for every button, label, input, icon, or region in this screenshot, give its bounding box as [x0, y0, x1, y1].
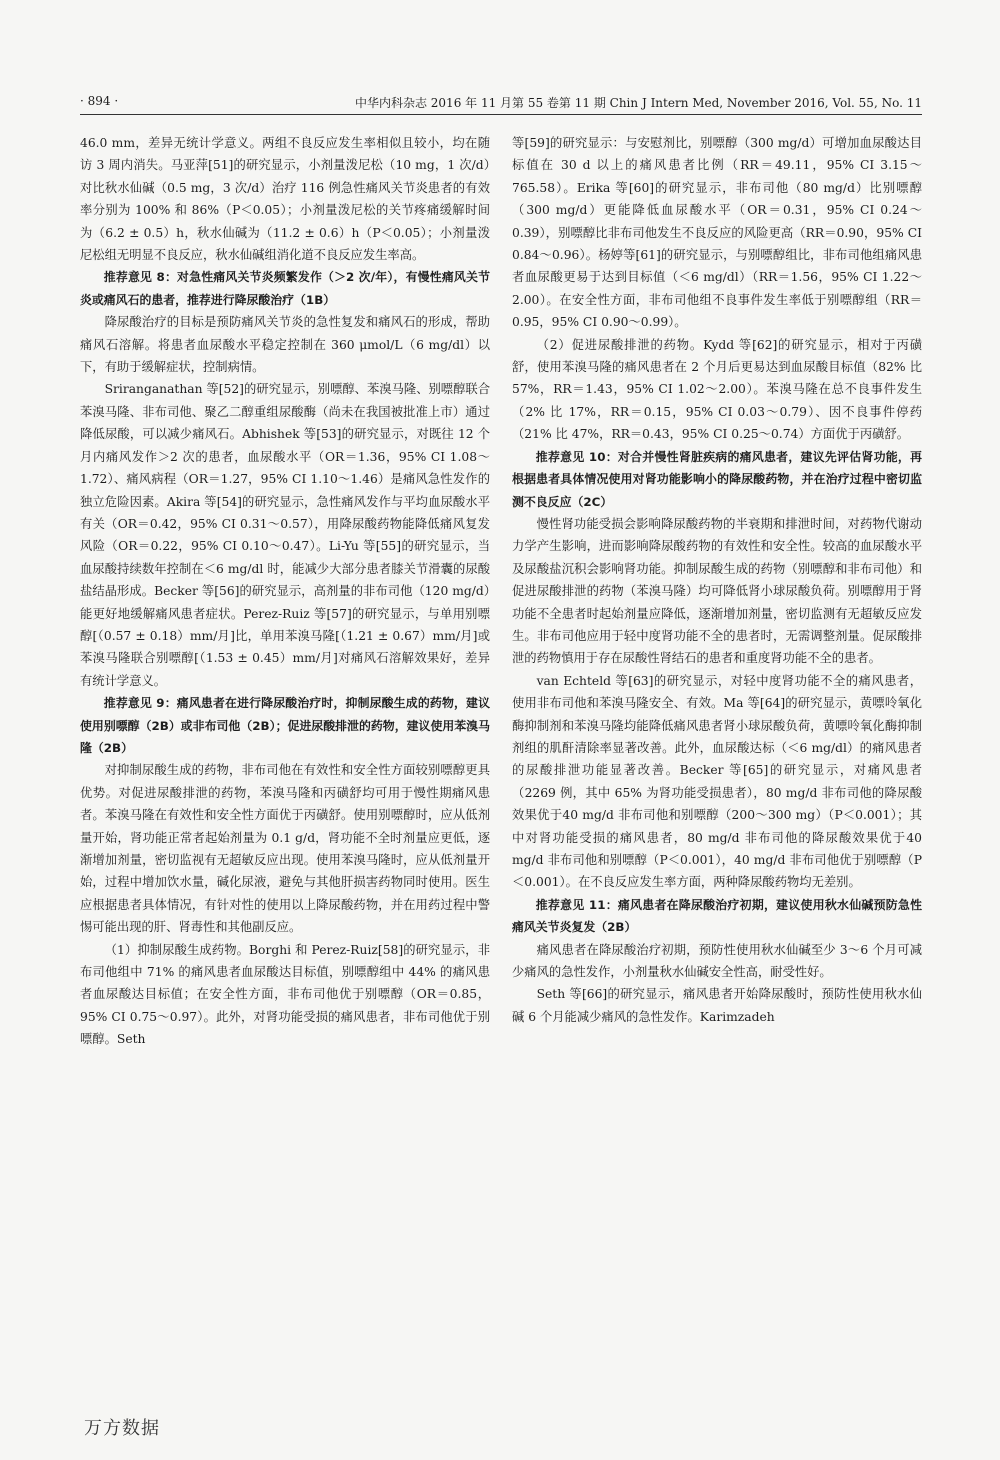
running-header [80, 92, 922, 115]
recommendation-heading: 推荐意见 11：痛风患者在降尿酸治疗初期，建议使用秋水仙碱预防急性痛风关节炎复发（2B） [512, 897, 922, 935]
recommendation-heading: 推荐意见 8：对急性痛风关节炎频繁发作（＞2 次/年），有慢性痛风关节炎或痛风石的患者，推荐进行降尿酸治疗（1B） [80, 270, 490, 307]
recommendation-heading: 推荐意见 9：痛风患者在进行降尿酸治疗时，抑制尿酸生成的药物，建议使用别嘌醇（2B）或非布司他（2B）；促进尿酸排泄的药物，建议使用苯溴马隆（2B） [80, 696, 490, 755]
journal-citation: 中华内科杂志 2016 年 11 月第 55 卷第 11 期 Chin J Intern Med, November 2016, Vol. 55, No. 11 [354, 96, 922, 110]
body-paragraph: van Echteld 等[63]的研究显示，对轻中度肾功能不全的痛风患者，使用非布司他和苯溴马隆安全、有效。Ma 等[64]的研究显示，黄嘌呤氧化酶抑制剂和苯溴马隆均能降低痛风患者肾小球尿酸负荷，黄嘌呤氧化酶抑制剂组的肌酐清除率显著改善。此外，血尿酸达标（＜6 mg/dl）的痛风患者的尿酸排泄功能显著改善。Becker 等[65]的研究显示，对痛风患者（2269 例，其中 65% 为肾功能受损患者），80 mg/d 非布司他的降尿酸效果优于40 mg/d 非布司他和别嘌醇（200～300 mg）（P＜0.001）；其中对肾功能受损的痛风患者，80 mg/d 非布司他的降尿酸效果优于40 mg/d 非布司他和别嘌醇（P＜0.001），40 mg/d 非布司他优于别嘌醇（P＜0.001）。在不良反应发生率方面，两种降尿酸药物均无差别。 [512, 673, 922, 890]
body-paragraph: 46.0 mm，差异无统计学意义。两组不良反应发生率相似且较小，均在随访 3 周内消失。马亚萍[51]的研究显示，小剂量泼尼松（10 mg，1 次/d）对比秋水仙碱（0.5 mg，3 次/d）治疗 116 例急性痛风关节炎患者的有效率分别为 100% 和 86%（P＜0.05）；小剂量泼尼松的关节疼痛缓解时间为（6.2 ± 0.5）h，秋水仙碱为（11.2 ± 0.6）h（P＜0.05）；小剂量泼尼松组无明显不良反应，秋水仙碱组消化道不良反应发生率高。 [80, 136, 490, 263]
body-paragraph: 对抑制尿酸生成的药物，非布司他在有效性和安全性方面较别嘌醇更具优势。对促进尿酸排泄的药物，苯溴马隆和丙磺舒均可用于慢性期痛风患者。苯溴马隆在有效性和安全性方面优于丙磺舒。使用别嘌醇时，应从低剂量开始，肾功能正常者起始剂量为 0.1 g/d，肾功能不全时剂量应更低，逐渐增加剂量，密切监视有无超敏反应出现。使用苯溴马隆时，应从低剂量开始，过程中增加饮水量，碱化尿液，避免与其他肝损害药物同时使用。医生应根据患者具体情况，有针对性的使用以上降尿酸药物，并在用药过程中警惕可能出现的肝、肾毒性和其他副反应。 [80, 763, 490, 935]
body-paragraph: （2）促进尿酸排泄的药物。Kydd 等[62]的研究显示，相对于丙磺舒，使用苯溴马隆的痛风患者在 2 个月后更易达到血尿酸目标值（82% 比 57%，RR＝1.43，95% CI 1.02～2.00）。苯溴马隆在总不良事件发生（2% 比 17%，RR＝0.15，95% CI 0.03～0.79）、因不良事件停药（21% 比 47%，RR＝0.43，95% CI 0.25～0.74）方面优于丙磺舒。 [512, 337, 922, 442]
body-paragraph: 等[59]的研究显示：与安慰剂比，别嘌醇（300 mg/d）可增加血尿酸达目标值在 30 d 以上的痛风患者比例（RR＝49.11，95% CI 3.15～765.58）。Erika 等[60]的研究显示，非布司他（80 mg/d）比别嘌醇（300 mg/d）更能降低血尿酸水平（OR＝0.31，95% CI 0.24～0.39），别嘌醇比非布司他发生不良反应的风险更高（RR＝0.90，95% CI 0.84～0.96）。杨婷等[61]的研究显示，与别嘌醇组比，非布司他组痛风患者血尿酸更易于达到目标值（＜6 mg/dl）（RR＝1.56，95% CI 1.22～2.00）。在安全性方面，非布司他组不良事件发生率低于别嘌醇组（RR＝0.95，95% CI 0.90～0.99）。 [512, 136, 922, 330]
page-number: · 894 · [80, 94, 119, 108]
right-column [512, 132, 922, 1028]
body-paragraph: Sriranganathan 等[52]的研究显示，别嘌醇、苯溴马隆、别嘌醇联合苯溴马隆、非布司他、聚乙二醇重组尿酸酶（尚未在我国被批准上市）通过降低尿酸，可以减少痛风石。Abhishek 等[53]的研究显示，对既往 12 个月内痛风发作＞2 次的患者，血尿酸水平（OR＝1.36，95% CI 1.08～1.72）、痛风病程（OR＝1.27，95% CI 1.10～1.46）是痛风急性发作的独立危险因素。Akira 等[54]的研究显示，急性痛风发作与平均血尿酸水平有关（OR＝0.42，95% CI 0.31～0.57），用降尿酸药物能降低痛风复发风险（OR＝0.22，95% CI 0.10～0.47）。Li-Yu 等[55]的研究显示，当血尿酸持续数年控制在＜6 mg/dl 时，能减少大部分患者膝关节滑囊的尿酸盐结晶形成。Becker 等[56]的研究显示，高剂量的非布司他（120 mg/d）能更好地缓解痛风患者症状。Perez-Ruiz 等[57]的研究显示，与单用别嘌醇[（0.57 ± 0.18）mm/月]比，单用苯溴马隆[（1.21 ± 0.67）mm/月]或苯溴马隆联合别嘌醇[（1.53 ± 0.45）mm/月]对痛风石溶解效果好，差异有统计学意义。 [80, 382, 490, 688]
body-paragraph: 慢性肾功能受损会影响降尿酸药物的半衰期和排泄时间，对药物代谢动力学产生影响，进而影响降尿酸药物的有效性和安全性。较高的血尿酸水平及尿酸盐沉积会影响肾功能。抑制尿酸生成的药物（别嘌醇和非布司他）和促进尿酸排泄的药物（苯溴马隆）均可降低肾小球尿酸负荷。别嘌醇用于肾功能不全患者时起始剂量应降低，逐渐增加剂量，密切监测有无超敏反应发生。非布司他应用于轻中度肾功能不全的患者时，无需调整剂量。促尿酸排泄的药物慎用于存在尿酸性肾结石的患者和重度肾功能不全的患者。 [512, 516, 922, 666]
recommendation-heading: 推荐意见 10：对合并慢性肾脏疾病的痛风患者，建议先评估肾功能，再根据患者具体情况使用对肾功能影响小的降尿酸药物，并在治疗过程中密切监测不良反应（2C） [512, 449, 922, 509]
body-paragraph: 痛风患者在降尿酸治疗初期，预防性使用秋水仙碱至少 3～6 个月可减少痛风的急性发作，小剂量秋水仙碱安全性高，耐受性好。 [512, 942, 922, 980]
watermark: 万方数据 [84, 1418, 160, 1439]
left-column [80, 132, 490, 1051]
body-paragraph: 降尿酸治疗的目标是预防痛风关节炎的急性复发和痛风石的形成，帮助痛风石溶解。将患者血尿酸水平稳定控制在 360 μmol/L（6 mg/dl）以下，有助于缓解症状，控制病情。 [80, 315, 490, 375]
body-paragraph: Seth 等[66]的研究显示，痛风患者开始降尿酸时，预防性使用秋水仙碱 6 个月能减少痛风的急性发作。Karimzadeh [512, 987, 922, 1024]
body-paragraph: （1）抑制尿酸生成药物。Borghi 和 Perez-Ruiz[58]的研究显示，非布司他组中 71% 的痛风患者血尿酸达目标值，别嘌醇组中 44% 的痛风患者血尿酸达目标值；在安全性方面，非布司他优于别嘌醇（OR＝0.85，95% CI 0.75～0.97）。此外，对肾功能受损的痛风患者，非布司他优于别嘌醇。Seth [80, 942, 490, 1047]
